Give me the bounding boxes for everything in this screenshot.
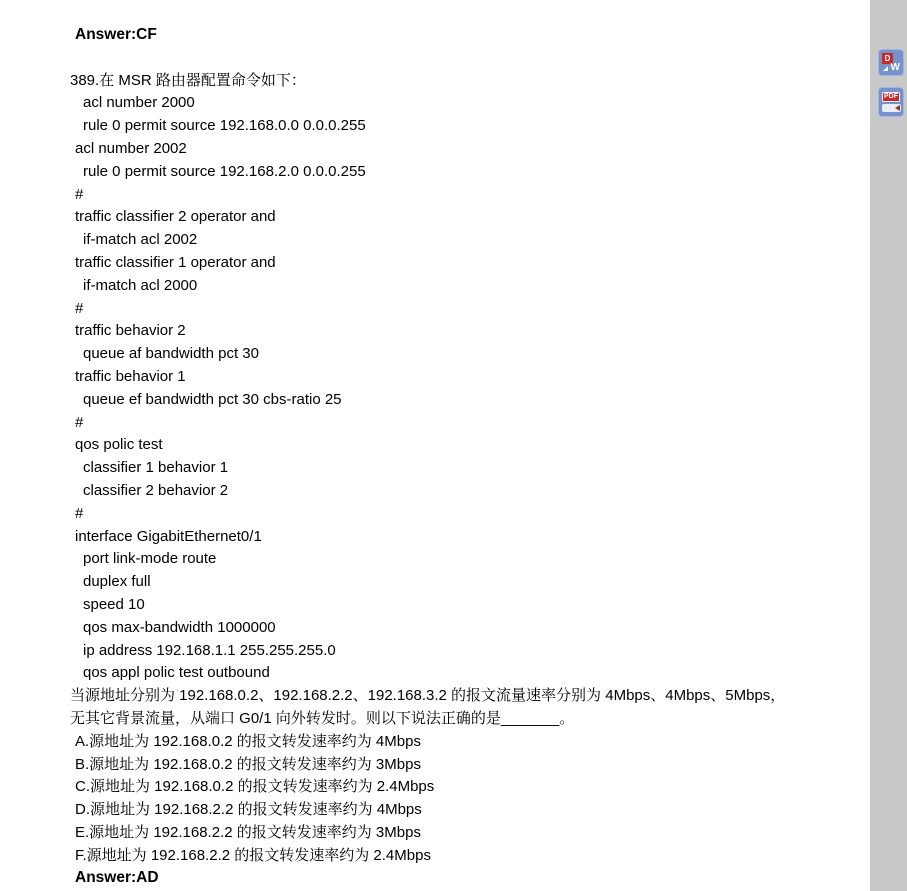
doc-line: qos max-bandwidth 1000000 bbox=[83, 618, 276, 636]
convert-to-pdf-button[interactable] bbox=[878, 87, 904, 117]
doc-line: C.源地址为 192.168.0.2 的报文转发速率约为 2.4Mbps bbox=[75, 778, 435, 796]
doc-line: traffic classifier 1 operator and bbox=[75, 253, 276, 271]
answer-line: Answer:AD bbox=[75, 869, 159, 887]
doc-line: port link-mode route bbox=[83, 550, 217, 568]
doc-d-badge: D bbox=[882, 53, 893, 64]
doc-line: if-match acl 2000 bbox=[83, 276, 198, 294]
doc-line: qos appl polic test outbound bbox=[83, 664, 270, 682]
doc-line: 389.在 MSR 路由器配置命令如下： bbox=[70, 71, 306, 89]
doc-line: # bbox=[75, 413, 84, 431]
doc-line: queue af bandwidth pct 30 bbox=[83, 345, 259, 363]
convert-arrow-icon bbox=[883, 66, 888, 71]
doc-line bbox=[70, 47, 868, 70]
doc-line: rule 0 permit source 192.168.0.0 0.0.0.255 bbox=[83, 117, 366, 135]
doc-line: # bbox=[75, 299, 84, 317]
doc-line: ip address 192.168.1.1 255.255.255.0 bbox=[83, 641, 336, 659]
doc-line: queue ef bandwidth pct 30 cbs-ratio 25 bbox=[83, 390, 342, 408]
doc-line: qos polic test bbox=[75, 436, 163, 454]
answer-line: Answer:CF bbox=[75, 26, 157, 43]
doc-line: interface GigabitEthernet0/1 bbox=[75, 527, 262, 545]
right-scroll-strip bbox=[870, 0, 907, 891]
doc-line: traffic classifier 2 operator and bbox=[75, 208, 276, 226]
doc-line: classifier 1 behavior 1 bbox=[83, 459, 229, 477]
doc-line: # bbox=[75, 504, 84, 522]
doc-line: acl number 2002 bbox=[75, 139, 187, 157]
left-arrow-icon bbox=[895, 105, 900, 111]
doc-line: speed 10 bbox=[83, 595, 145, 613]
doc-line: # bbox=[75, 185, 84, 203]
page-shape bbox=[882, 104, 901, 112]
doc-line: 当源地址分别为 192.168.0.2、192.168.2.2、192.168.3.2 的报文流量速率分别为 4Mbps、4Mbps、5Mbps， bbox=[70, 687, 786, 705]
doc-line: acl number 2000 bbox=[83, 94, 195, 112]
doc-line: traffic behavior 2 bbox=[75, 322, 186, 340]
convert-to-word-button[interactable] bbox=[878, 49, 904, 76]
pdf-badge: PDF bbox=[884, 93, 898, 100]
word-w-glyph: W bbox=[890, 62, 900, 73]
doc-line: classifier 2 behavior 2 bbox=[83, 481, 229, 499]
doc-line: B.源地址为 192.168.0.2 的报文转发速率约为 3Mbps bbox=[75, 755, 421, 773]
doc-line: E.源地址为 192.168.2.2 的报文转发速率约为 3Mbps bbox=[75, 823, 421, 841]
doc-line: A.源地址为 192.168.0.2 的报文转发速率约为 4Mbps bbox=[75, 732, 421, 750]
doc-line: rule 0 permit source 192.168.2.0 0.0.0.255 bbox=[83, 162, 366, 180]
doc-line: traffic behavior 1 bbox=[75, 367, 186, 385]
doc-line: duplex full bbox=[83, 573, 151, 591]
doc-line: F.源地址为 192.168.2.2 的报文转发速率约为 2.4Mbps bbox=[75, 846, 431, 864]
doc-line: D.源地址为 192.168.2.2 的报文转发速率约为 4Mbps bbox=[75, 801, 422, 819]
doc-line: if-match acl 2002 bbox=[83, 231, 198, 249]
doc-line: 无其它背景流量，从端口 G0/1 向外转发时。则以下说法正确的是_______。 bbox=[70, 709, 575, 727]
floating-toolbar bbox=[878, 49, 904, 117]
